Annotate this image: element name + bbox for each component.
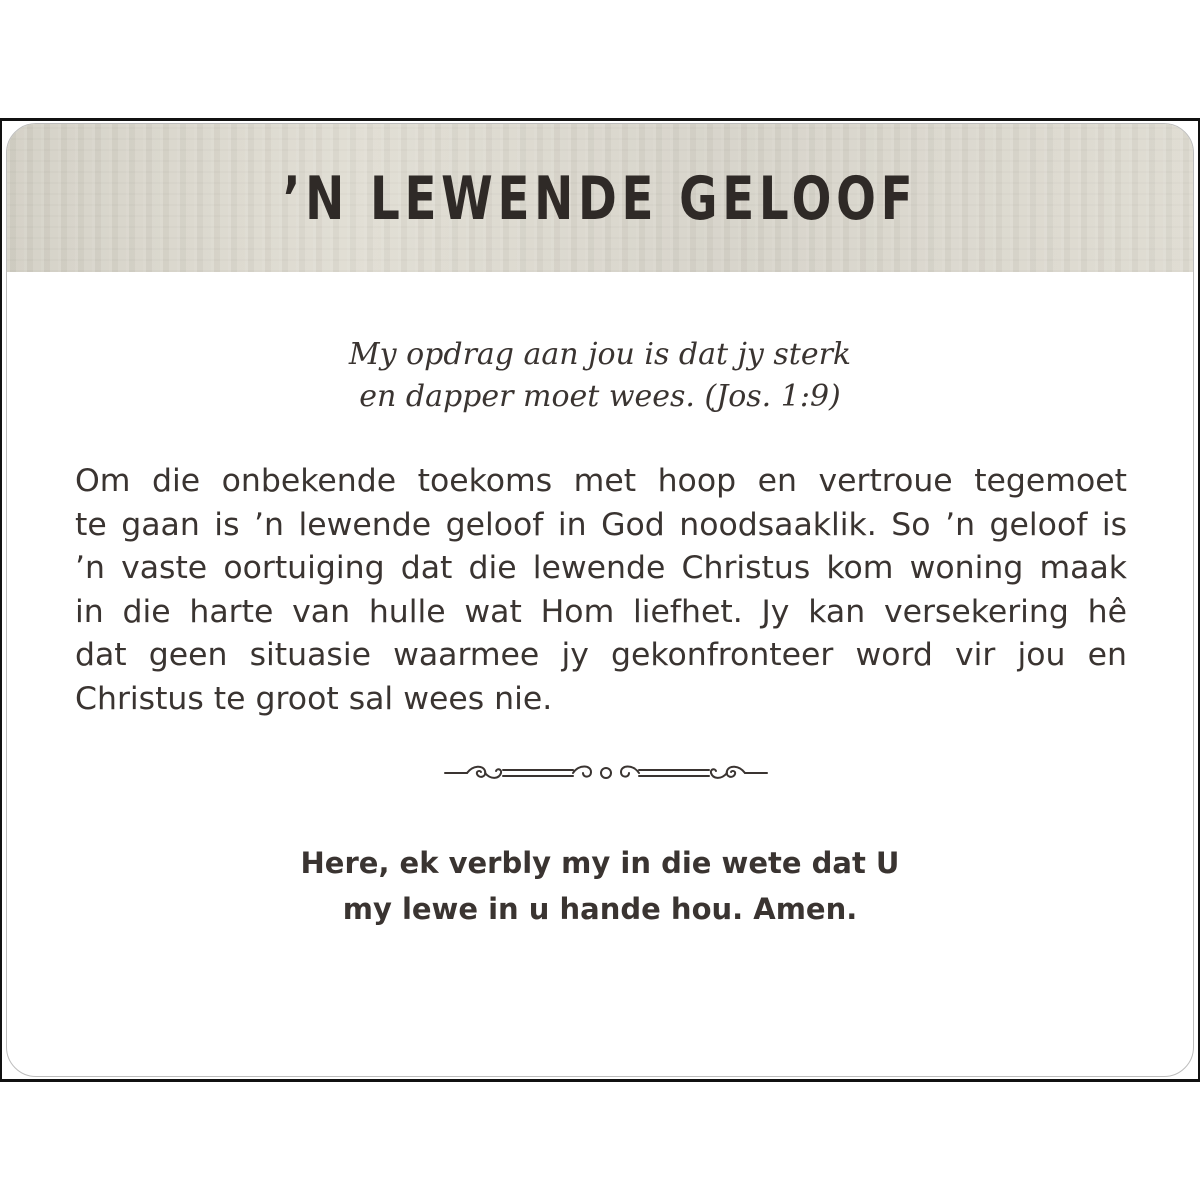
verse-line: My opdrag aan jou is dat jy sterk [348,337,852,372]
body-line: in die harte van hulle wat Hom liefhet. Jy kan versekering hê [75,593,1127,630]
body-line: dat geen situasie waarmee jy gekonfronteer word vir jou en [75,637,1127,673]
closing-prayer [7,840,1193,932]
card-title: ’N LEWENDE GELOOF [282,164,918,234]
devotional-card [6,123,1194,1077]
prayer-line: Here, ek verbly my in die wete dat U [300,846,900,880]
scripture-verse [7,334,1193,418]
body-line: Om die onbekende toekoms met hoop en vertroue tegemoet [75,463,1127,499]
card-frame [0,118,1200,1082]
prayer-line: my lewe in u hande hou. Amen. [342,892,858,926]
verse-line: en dapper moet wees. (Jos. 1:9) [359,379,841,414]
title-banner [7,124,1193,272]
scroll-divider-icon [443,760,769,786]
body-line: Christus te groot sal wees nie. [75,680,553,717]
body-line: ’n vaste oortuiging dat die lewende Christus kom woning maak [75,550,1127,586]
body-line: te gaan is ’n lewende geloof in God noodsaaklik. So ’n geloof is [75,506,1127,543]
devotional-body [75,460,1127,721]
